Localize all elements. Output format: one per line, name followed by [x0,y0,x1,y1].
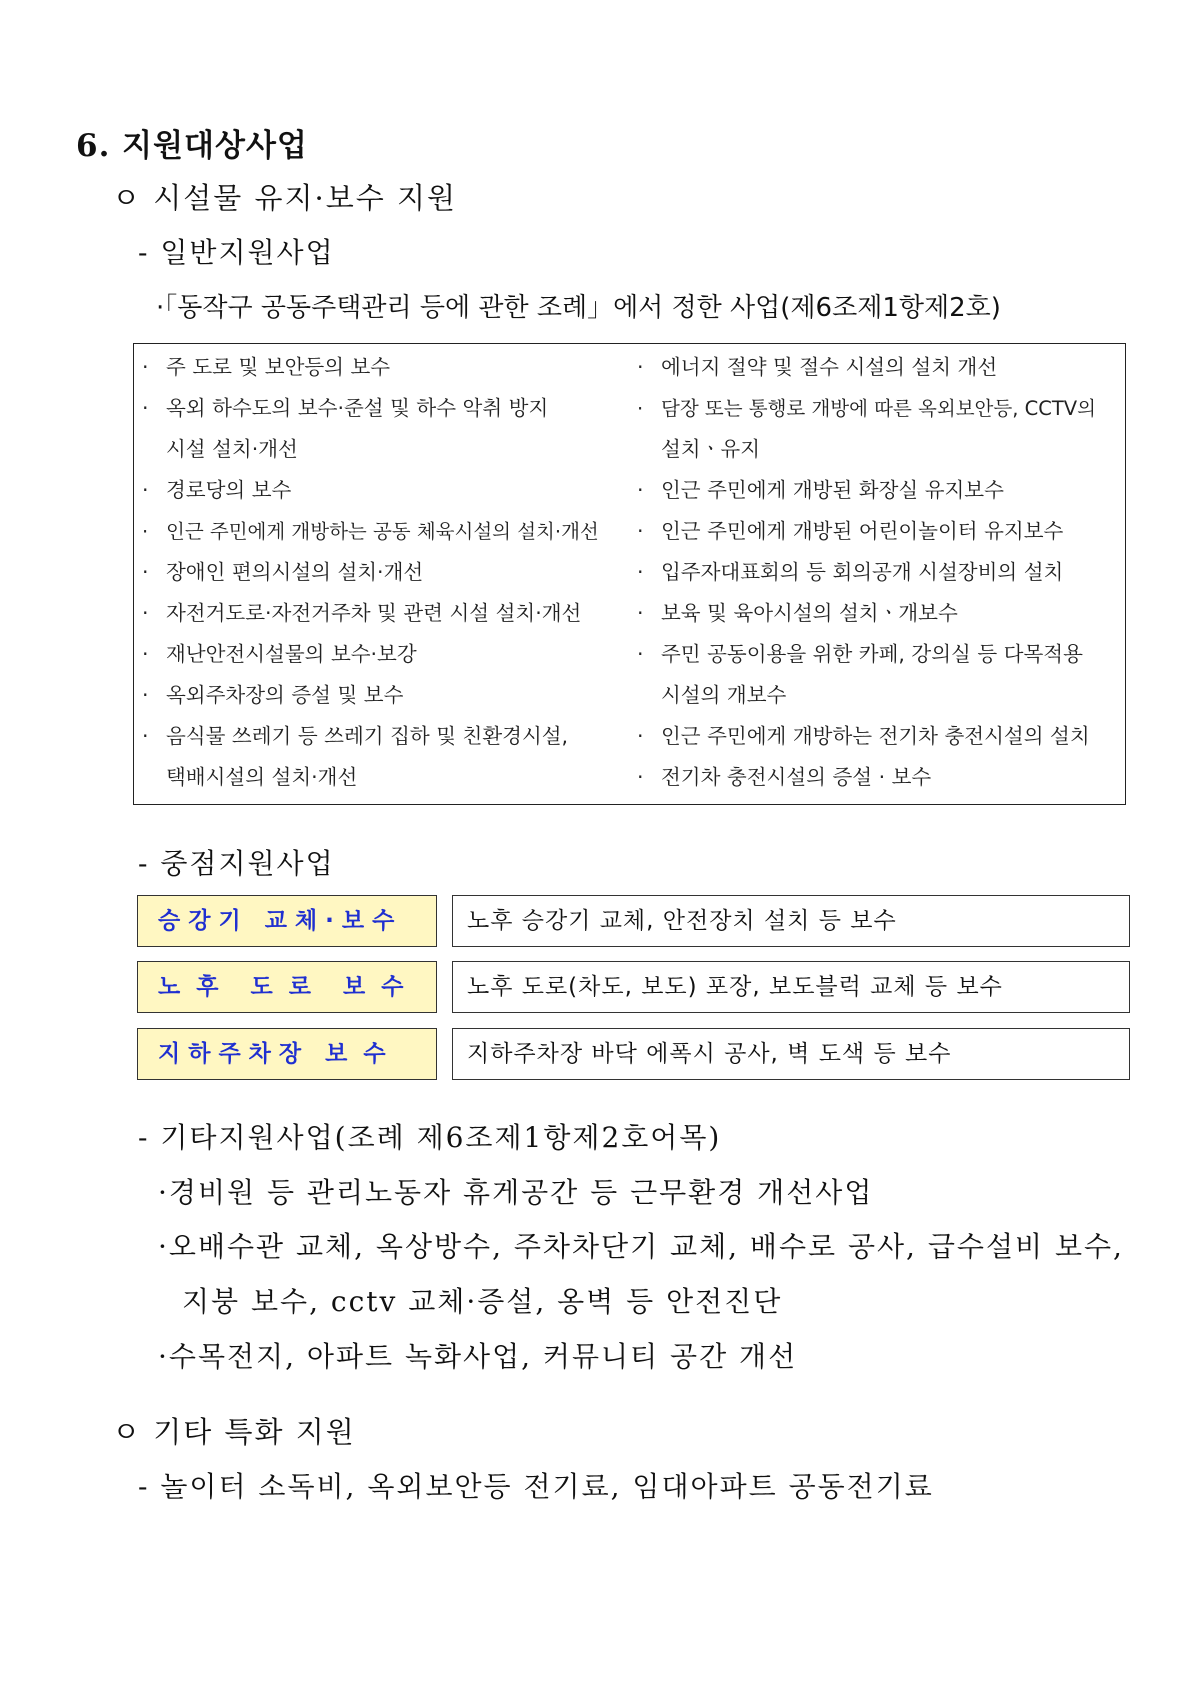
general-item: · 담장 또는 통행로 개방에 따른 옥외보안등, CCTV의 [637,397,1096,420]
general-item: · 재난안전시설물의 보수·보강 [142,642,417,666]
general-item: · 인근 주민에게 개방된 화장실 유지보수 [637,478,1004,502]
general-item-cont: 시설 설치·개선 [166,437,298,461]
other-item: ·오배수관 교체, 옥상방수, 주차차단기 교체, 배수로 공사, 급수설비 보수, [158,1230,1124,1263]
facility-heading: ㅇ 시설물 유지·보수 지원 [112,181,458,215]
general-item: · 인근 주민에게 개방하는 공동 체육시설의 설치·개선 [142,520,599,543]
general-item: · 에너지 절약 및 절수 시설의 설치 개선 [637,355,998,379]
general-item: · 옥외 하수도의 보수·준설 및 하수 악취 방지 [142,396,549,420]
general-heading: - 일반지원사업 [138,236,335,269]
focus-heading: - 중점지원사업 [138,847,335,880]
general-item: · 보육 및 육아시설의 설치ㆍ개보수 [637,601,958,625]
general-item-cont: 시설의 개보수 [661,683,787,707]
general-item: · 자전거도로·자전거주차 및 관련 시설 설치·개선 [142,601,582,625]
general-item: · 인근 주민에게 개방하는 전기차 충전시설의 설치 [637,724,1090,748]
general-item: · 인근 주민에게 개방된 어린이놀이터 유지보수 [637,519,1064,543]
focus-label: 승 강 기 교 체 · 보 수 [137,895,437,947]
other-item-cont: 지붕 보수, cctv 교체·증설, 옹벽 등 안전진단 [182,1285,783,1318]
general-item: · 주민 공동이용을 위한 카페, 강의실 등 다목적용 [637,642,1083,666]
section-title: 6. 지원대상사업 [76,128,308,164]
general-item-cont: 택배시설의 설치·개선 [166,765,358,789]
focus-desc: 노후 승강기 교체, 안전장치 설치 등 보수 [452,895,1130,947]
focus-label: 지 하 주 차 장 보 수 [137,1028,437,1080]
special-heading: ㅇ 기타 특화 지원 [112,1415,356,1449]
focus-desc: 노후 도로(차도, 보도) 포장, 보도블럭 교체 등 보수 [452,961,1130,1013]
ordinance-line: ·「동작구 공동주택관리 등에 관한 조례」에서 정한 사업(제6조제1항제2호) [156,293,1001,323]
general-item: · 옥외주차장의 증설 및 보수 [142,683,404,707]
general-item: · 입주자대표회의 등 회의공개 시설장비의 설치 [637,560,1064,584]
general-item: · 장애인 편의시설의 설치·개선 [142,560,424,584]
other-item: ·수목전지, 아파트 녹화사업, 커뮤니티 공간 개선 [158,1340,798,1373]
focus-label: 노 후 도 로 보 수 [137,961,437,1013]
general-item: · 주 도로 및 보안등의 보수 [142,355,391,379]
general-support-table [133,343,1126,805]
general-item: · 전기차 충전시설의 증설 · 보수 [637,765,932,789]
general-item: · 경로당의 보수 [142,478,292,502]
other-heading: - 기타지원사업(조례 제6조제1항제2호어목) [138,1121,722,1154]
focus-desc: 지하주차장 바닥 에폭시 공사, 벽 도색 등 보수 [452,1028,1130,1080]
special-item: - 놀이터 소독비, 옥외보안등 전기료, 임대아파트 공동전기료 [138,1470,934,1503]
general-item: · 음식물 쓰레기 등 쓰레기 집하 및 친환경시설, [142,724,569,748]
general-item-cont: 설치ㆍ유지 [661,437,761,461]
other-item: ·경비원 등 관리노동자 휴게공간 등 근무환경 개선사업 [158,1176,874,1209]
